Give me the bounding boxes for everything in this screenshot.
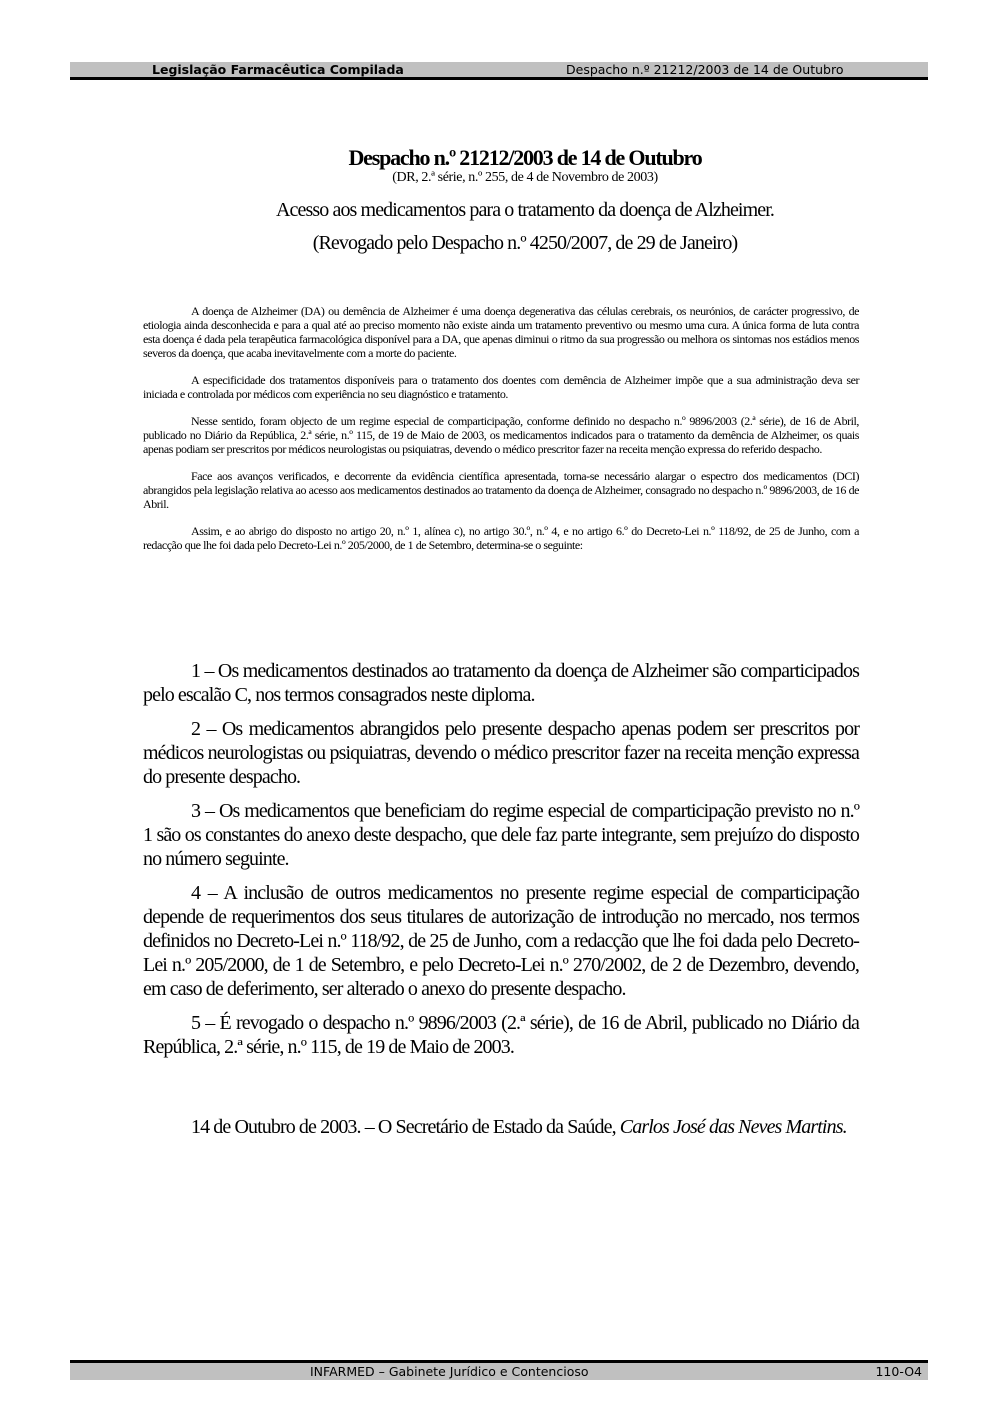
- signature-line: [143, 1115, 859, 1139]
- articles: [143, 659, 859, 1069]
- running-footer: [70, 1360, 928, 1380]
- preamble-paragraph: Nesse sentido, foram objecto de um regime especial de comparticipação, conforme definido no despacho n.º 9896/2003 (2.ª série), de 16 de Abril, publicado no Diário da República, 2.ª série, n.º 115, de 19 de Maio de 2003, os medicamentos indicados para o tratamento da demência de Alzheimer, os quais apenas podiam ser prescritos por médicos neurologistas ou psiquiatras, devendo o médico prescritor fazer na receita menção expressa do referido despacho.: [143, 414, 859, 456]
- preamble: [143, 304, 859, 565]
- article-4: 4 – A inclusão de outros medicamentos no presente regime especial de comparticipação depende de requerimentos dos seus titulares de autorização de introdução no mercado, nos termos definidos no Decreto-Lei n.º 118/92, de 25 de Junho, com a redacção que lhe foi dada pelo Decreto-Lei n.º 205/2000, de 1 de Setembro, e pelo Decreto-Lei n.º 270/2002, de 2 de Dezembro, devendo, em caso de deferimento, ser alterado o anexo do presente despacho.: [143, 882, 859, 1000]
- article-1: 1 – Os medicamentos destinados ao tratamento da doença de Alzheimer são comparticipados pelo escalão C, nos termos consagrados neste diploma.: [143, 660, 859, 706]
- document-title: Despacho n.º 21212/2003 de 14 de Outubro: [348, 145, 702, 170]
- header-collection-title: Legislação Farmacêutica Compilada: [152, 62, 404, 77]
- article-2: 2 – Os medicamentos abrangidos pelo presente despacho apenas podem ser prescritos por médicos neurologistas ou psiquiatras, devendo o médico prescritor fazer na receita menção expressa do presente despacho.: [143, 718, 859, 788]
- signature-text: 14 de Outubro de 2003. – O Secretário de Estado da Saúde,: [191, 1116, 620, 1138]
- revocation-note: (Revogado pelo Despacho n.º 4250/2007, de 29 de Janeiro): [312, 232, 738, 254]
- signature-block: [143, 1115, 859, 1139]
- preamble-paragraph: Face aos avanços verificados, e decorrente da evidência científica apresentada, torna-se necessário alargar o espectro dos medicamentos (DCI) abrangidos pela legislação relativa ao acesso aos medicamentos destinados ao tratamento da doença de Alzheimer, consagrado no despacho n.º 9896/2003, de 16 de Abril.: [143, 469, 859, 511]
- signatory-name: Carlos José das Neves Martins.: [619, 1116, 847, 1138]
- header-document-ref: Despacho n.º 21212/2003 de 14 de Outubro: [566, 62, 844, 77]
- preamble-paragraph: A especificidade dos tratamentos disponíveis para o tratamento dos doentes com demência de Alzheimer impõe que a sua administração deva ser iniciada e controlada por médicos com experiência no seu diagnóstico e tratamento.: [143, 373, 859, 401]
- page-number: 110-O4: [875, 1364, 922, 1379]
- article-5: 5 – É revogado o despacho n.º 9896/2003 (2.ª série), de 16 de Abril, publicado no Diário da República, 2.ª série, n.º 115, de 19 de Maio de 2003.: [143, 1012, 859, 1058]
- document-subject: Acesso aos medicamentos para o tratamento da doença de Alzheimer.: [276, 199, 774, 221]
- article-3: 3 – Os medicamentos que beneficiam do regime especial de comparticipação previsto no n.º 1 são os constantes do anexo deste despacho, que dele faz parte integrante, sem prejuízo do disposto no número seguinte.: [143, 800, 859, 870]
- preamble-paragraph: Assim, e ao abrigo do disposto no artigo 20, n.º 1, alínea c), no artigo 30.º, n.º 4, e no artigo 6.º do Decreto-Lei n.º 118/92, de 25 de Junho, com a redacção que lhe foi dada pelo Decreto-Lei n.º 205/2000, de 1 de Setembro, determina-se o seguinte:: [143, 524, 859, 552]
- preamble-paragraph: A doença de Alzheimer (DA) ou demência de Alzheimer é uma doença degenerativa das células cerebrais, os neurónios, de carácter progressivo, de etiologia ainda desconhecida e para a qual até ao preciso momento não existe ainda um tratamento preventivo ou mesmo uma cura. A única forma de luta contra esta doença é dada pela terapêutica farmacológica disponível para a DA, que apenas diminui o ritmo da sua progressão ou melhora os sintomas nos estádios menos severos da doença, que acaba inevitavelmente com a morte do paciente.: [143, 304, 859, 360]
- publication-reference: (DR, 2.ª série, n.º 255, de 4 de Novembro de 2003): [392, 170, 658, 185]
- running-header: [70, 62, 928, 80]
- footer-organization: INFARMED – Gabinete Jurídico e Contencioso: [310, 1364, 589, 1379]
